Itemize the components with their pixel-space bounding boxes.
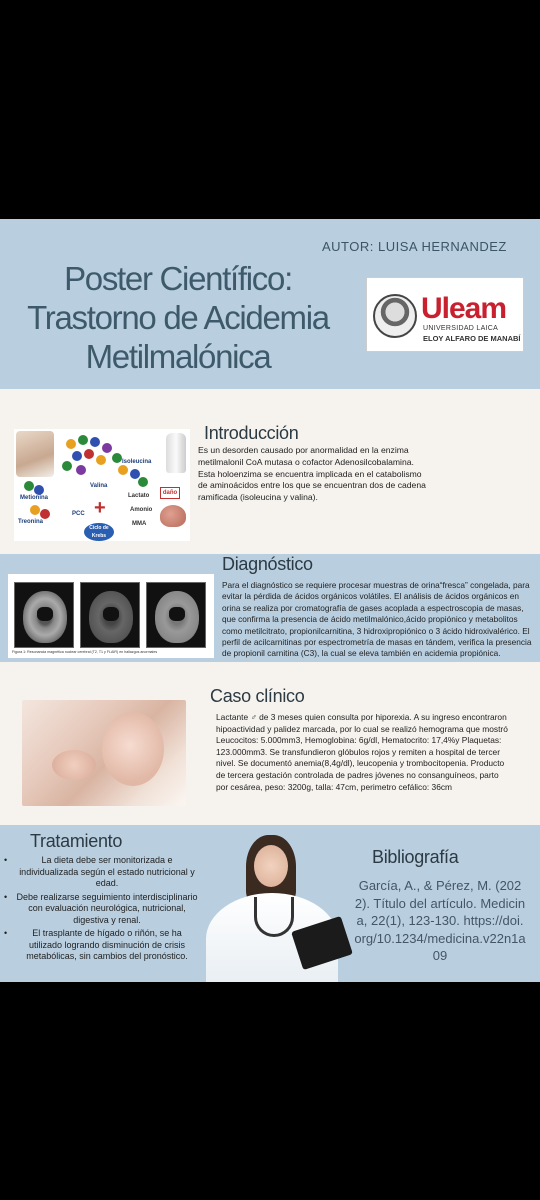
- tratamiento-list: [6, 855, 198, 965]
- university-seal-icon: [373, 294, 417, 338]
- label-valina: Valina: [90, 483, 108, 489]
- poster-header: [0, 219, 540, 389]
- label-isoleucina: Isoleucina: [122, 459, 152, 465]
- ventricle: [169, 607, 185, 621]
- molecule-dot: [102, 443, 112, 453]
- molecule-dot: [78, 435, 88, 445]
- baby-hand: [52, 750, 96, 780]
- doctor-photo: [196, 835, 354, 982]
- intro-text: Es un desorden causado por anormalidad en la enzima metilmalonil CoA mutasa o cofactor Adenosilcobalamina. Esta holoenzima se encuentra implicada en el catabolismo de aminoácidos entre los que se encuentran dos de cadena ramificada (isoleucina y valina).: [198, 445, 426, 503]
- diagnostico-section: [0, 554, 540, 662]
- title-line-1: Poster Científico:: [64, 260, 292, 297]
- logo-subtitle-1: UNIVERSIDAD LAICA: [423, 325, 499, 332]
- stethoscope-icon: [254, 897, 294, 937]
- mri-image-flair: [146, 582, 206, 648]
- diagnostico-heading: Diagnóstico: [222, 554, 313, 574]
- baby-face: [102, 712, 164, 786]
- label-mma: MMA: [132, 521, 147, 527]
- bibliografia-heading: Bibliografía: [372, 847, 459, 867]
- brain-icon: [160, 505, 186, 527]
- label-pcc: PCC: [72, 511, 85, 517]
- molecule-dot: [34, 485, 44, 495]
- molecule-dot: [112, 453, 122, 463]
- doctor-face: [254, 845, 288, 887]
- molecule-dot: [62, 461, 72, 471]
- molecule-dot: [40, 509, 50, 519]
- diagnostico-text: Para el diagnóstico se requiere procesar muestras de orina“fresca” congelada, para evitar la pérdida de ácidos orgánicos volátiles. El análisis de ácidos orgánicos en orina se realiza por cromatografía de gases acoplada a espectroscopia de masas, que confirma la presencia de ácido metilmalónico,ácido propiónico y metabolitos como metilcitrato, propionilcarnitina, 3 hidroxipropiónico o 3 ácido hidroxivalérico. El perfil de acilcarnitinas por espectrometría de masas en tándem, verifica la presencia de propionil carnitina (C3), la cual se eleva también en acidemia propiónica.: [222, 580, 532, 659]
- molecule-dot: [24, 481, 34, 491]
- tratamiento-item: • Debe realizarse seguimiento interdisciplinario con evaluación neurológica, nutricional, digestiva y renal.: [6, 892, 198, 927]
- mri-caption: Figura 1: Resonancia magnética nuclear cerebral (T2, T1 y FLAIR) en hallazgos anormales: [12, 650, 158, 654]
- mri-figure: [8, 574, 214, 658]
- molecule-dot: [118, 465, 128, 475]
- molecule-dot: [96, 455, 106, 465]
- mri-image-t1: [80, 582, 140, 648]
- caso-heading: Caso clínico: [210, 686, 305, 706]
- label-metionina: Metionina: [20, 495, 48, 501]
- ventricle: [103, 607, 119, 621]
- molecule-dot: [66, 439, 76, 449]
- poster: [0, 219, 540, 982]
- tratamiento-item: • El trasplante de hígado o riñón, se ha utilizado logrando disminución de crisis metabólicas, sin cambios del pronóstico.: [6, 928, 198, 963]
- label-ciclo-krebs: Ciclo de Krebs: [84, 523, 114, 541]
- intro-section: [0, 389, 540, 554]
- caso-text: Lactante ♂ de 3 meses quien consulta por hiporexia. A su ingreso encontraron hipoactividad y palidez marcada, por lo cual se realizó hemograma que mostró Leucocitos: 5.000mm3, Hemoglobina: 6g/dl, Hematocrito: 17,4%y Plaquetas: 123.000mm3. Se transfundieron glóbulos rojos y remiten a hospital de tercer nivel. Se documentó anemia(8,4g/dl), leucopenia y trombocitopenia. Producto de tercera gestación controlada de padres jóvenes no consanguíneos, parto por cesárea, peso: 3200g, talla: 47cm, perimetro cefálico: 36cm: [216, 712, 508, 792]
- molecule-dot: [30, 505, 40, 515]
- label-dano: daño: [160, 487, 180, 499]
- poster-title: [18, 259, 338, 376]
- mother-baby-photo: [16, 431, 54, 477]
- baby-photo: [22, 700, 186, 806]
- mri-image-t2: [14, 582, 74, 648]
- logo-subtitle-2: ELOY ALFARO DE MANABÍ: [423, 334, 521, 343]
- bibliografia-text: García, A., & Pérez, M. (2022). Título del artículo. Medicina, 22(1), 123-130. https://doi.org/10.1234/medicina.v22n1a09: [354, 878, 526, 963]
- metabolism-diagram: [14, 429, 190, 541]
- tratamiento-heading: Tratamiento: [30, 831, 123, 851]
- molecule-dot: [76, 465, 86, 475]
- title-line-3: Metilmalónica: [85, 338, 271, 375]
- label-lactato: Lactato: [128, 493, 150, 499]
- molecule-dot: [72, 451, 82, 461]
- author-label: AUTOR: LUISA HERNANDEZ: [322, 239, 507, 254]
- plus-mark-icon: +: [94, 497, 106, 519]
- caso-section: [0, 662, 540, 825]
- tratamiento-item: • La dieta debe ser monitorizada e individualizada según el estado nutricional y edad.: [6, 855, 198, 890]
- logo-wordmark: Uleam: [421, 292, 507, 325]
- bottom-section: [0, 825, 540, 982]
- molecule-dot: [90, 437, 100, 447]
- bottle-photo: [166, 433, 186, 473]
- molecule-dot: [138, 477, 148, 487]
- molecule-dot: [84, 449, 94, 459]
- intro-heading: Introducción: [204, 423, 299, 443]
- university-logo: [366, 277, 524, 352]
- ventricle: [37, 607, 53, 621]
- label-amonio: Amonio: [130, 507, 153, 513]
- label-treonina: Treonina: [18, 519, 44, 525]
- title-line-2: Trastorno de Acidemia: [27, 299, 329, 336]
